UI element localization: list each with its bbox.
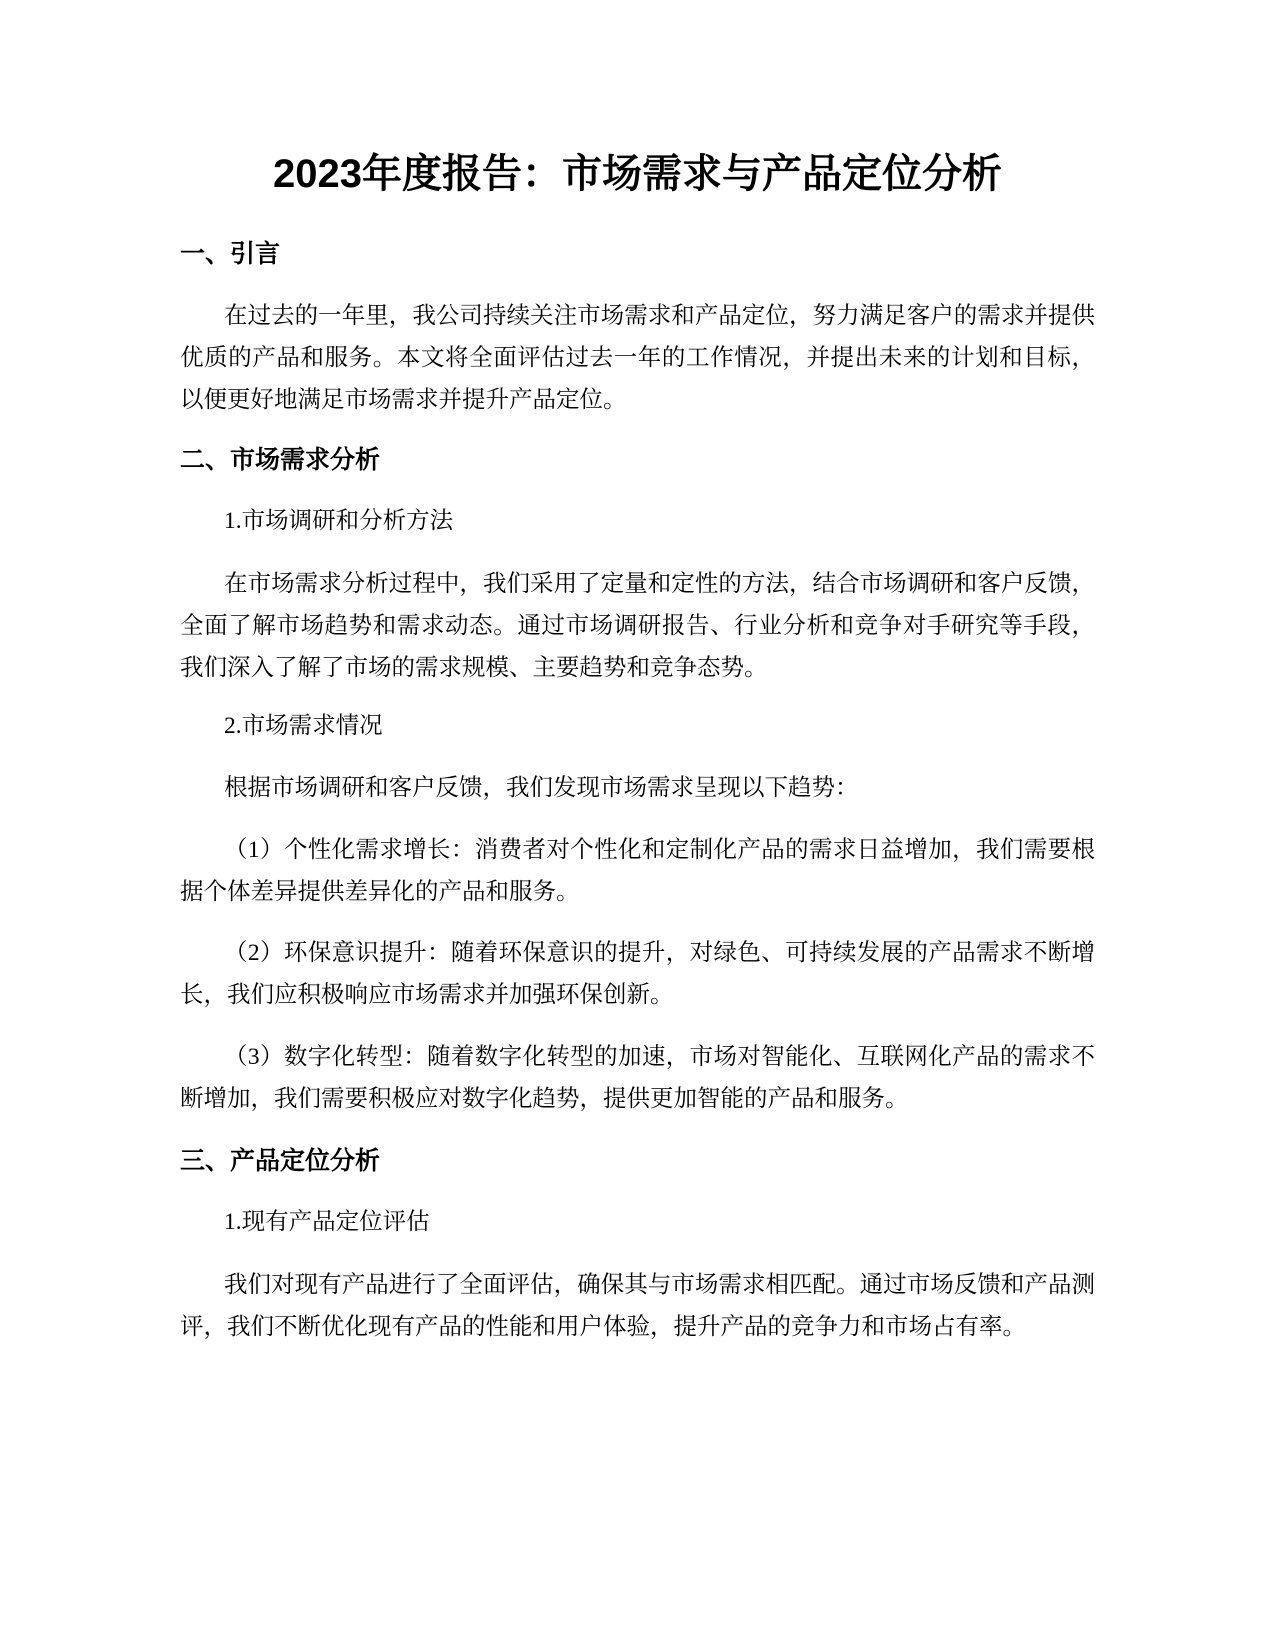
subheading-market-demand-status: 2.市场需求情况: [224, 713, 383, 739]
subheading-current-positioning: 1.现有产品定位评估: [224, 1209, 430, 1235]
paragraph-research-methods: 在市场需求分析过程中，我们采用了定量和定性的方法，结合市场调研和客户反馈，全面了解市场趋势和需求动态。通过市场调研报告、行业分析和竞争对手研究等手段，我们深入了解了市场的需求规模、主要趋势和竞争态势。: [180, 571, 1095, 681]
paragraph-current-positioning: 我们对现有产品进行了全面评估，确保其与市场需求相匹配。通过市场反馈和产品测评，我们不断优化现有产品的性能和用户体验，提升产品的竞争力和市场占有率。: [180, 1272, 1095, 1340]
document-title: 2023年度报告：市场需求与产品定位分析: [273, 152, 1002, 196]
section-heading-product-positioning: 三、产品定位分析: [180, 1147, 381, 1175]
introduction-paragraph: 在过去的一年里，我公司持续关注市场需求和产品定位，努力满足客户的需求并提供优质的产品和服务。本文将全面评估过去一年的工作情况，并提出未来的计划和目标，以便更好地满足市场需求并提升产品定位。: [180, 303, 1095, 413]
trend-item-environmental: （2）环保意识提升：随着环保意识的提升，对绿色、可持续发展的产品需求不断增长，我们应积极响应市场需求并加强环保创新。: [180, 940, 1095, 1008]
trend-item-digital-transformation: （3）数字化转型：随着数字化转型的加速，市场对智能化、互联网化产品的需求不断增加，我们需要积极应对数字化趋势，提供更加智能的产品和服务。: [180, 1044, 1095, 1112]
subheading-research-methods: 1.市场调研和分析方法: [224, 508, 454, 534]
section-heading-introduction: 一、引言: [180, 240, 281, 268]
paragraph-market-trends-intro: 根据市场调研和客户反馈，我们发现市场需求呈现以下趋势：: [224, 775, 859, 801]
trend-item-personalization: （1）个性化需求增长：消费者对个性化和定制化产品的需求日益增加，我们需要根据个体差异提供差异化的产品和服务。: [180, 837, 1095, 905]
section-heading-market-demand: 二、市场需求分析: [180, 446, 381, 474]
